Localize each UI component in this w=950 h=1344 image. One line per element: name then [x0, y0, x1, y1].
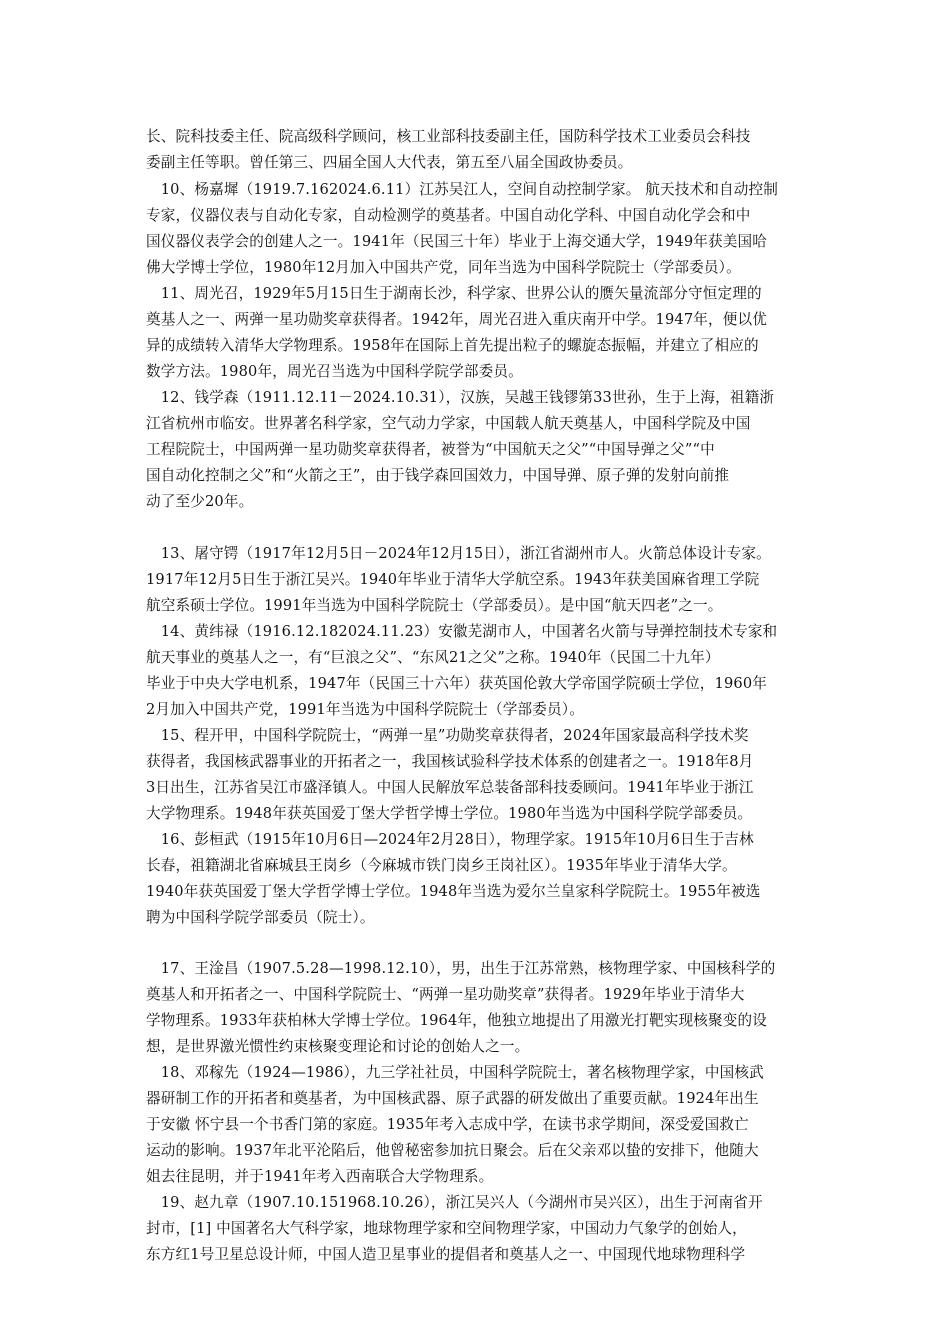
text-line: 18、邓稼先（1924—1986），九三学社社员，中国科学院院士，著名核物理学家，中国核武 — [146, 1064, 764, 1081]
text-line: 航天事业的奠基人之一，有“巨浪之父”、“东风21之父”之称。1940年（民国二十九年） — [146, 649, 720, 666]
text-line: 想，是世界激光惯性约束核聚变理论和讨论的创始人之一。 — [146, 1038, 530, 1055]
text-line: 1940年获英国爱丁堡大学哲学博士学位。1948年当选为爱尔兰皇家科学院院士。1955年被选 — [146, 883, 761, 900]
text-line: 学物理系。1933年获柏林大学博士学位。1964年，他独立地提出了用激光打靶实现核聚变的设 — [146, 1012, 768, 1029]
text-line: 长春，祖籍湖北省麻城县王岗乡（今麻城市铁门岗乡王岗社区）。1935年毕业于清华大学。 — [146, 857, 737, 874]
text-line: 数学方法。1980年，周光召当选为中国科学院学部委员。 — [146, 363, 523, 380]
text-line: 12、钱学森（1911.12.11－2024.10.31），汉族，吴越王钱镠第33世孙，生于上海，祖籍浙 — [146, 389, 775, 406]
text-line: 国自动化控制之父”和“火箭之王”，由于钱学森回国效力，中国导弹、原子弹的发射向前推 — [146, 467, 730, 484]
text-line: 3日出生，江苏省吴江市盛泽镇人。中国人民解放军总装备部科技委顾问。1941年毕业于浙江 — [146, 779, 754, 796]
text-line: 封市，[1] 中国著名大气科学家，地球物理学家和空间物理学家，中国动力气象学的创始人， — [146, 1220, 747, 1237]
text-line: 毕业于中央大学电机系，1947年（民国三十六年）获英国伦敦大学帝国学院硕士学位，1960年 — [146, 675, 768, 692]
text-line: 国仪器仪表学会的创建人之一。1941年（民国三十年）毕业于上海交通大学，1949年获美国哈 — [146, 233, 768, 250]
text-line: 15、程开甲，中国科学院院士，“两弹一星”功勋奖章获得者，2024年国家最高科学技术奖 — [146, 727, 749, 744]
text-line: 2月加入中国共产党，1991年当选为中国科学院院士（学部委员）。 — [146, 701, 584, 718]
text-line: 工程院院士，中国两弹一星功勋奖章获得者，被誉为“中国航天之父”“中国导弹之父”“中 — [146, 441, 715, 458]
text-line: 长、院科技委主任、院高级科学顾问，核工业部科技委副主任，国防科学技术工业委员会科技 — [146, 128, 751, 145]
text-line: 奠基人之一、两弹一星功勋奖章获得者。1942年，周光召进入重庆南开中学。1947年，便以优 — [146, 311, 768, 328]
text-line: 器研制工作的开拓者和奠基者，为中国核武器、原子武器的研发做出了重要贡献。1924年出生 — [146, 1090, 759, 1107]
text-line: 14、黄纬禄（1916.12.182024.11.23）安徽芜湖市人，中国著名火箭与导弹控制技术专家和 — [146, 623, 778, 640]
text-line: 于安徽 怀宁县一个书香门第的家庭。1935年考入志成中学，在读书求学期间，深受爱国救亡 — [146, 1116, 749, 1133]
text-line: 东方红1号卫星总设计师，中国人造卫星事业的提倡者和奠基人之一、中国现代地球物理科学 — [146, 1246, 746, 1263]
text-line: 专家，仪器仪表与自动化专家，自动检测学的奠基者。中国自动化学科、中国自动化学会和中 — [146, 207, 751, 224]
text-line: 佛大学博士学位，1980年12月加入中国共产党，同年当选为中国科学院院士（学部委员）。 — [146, 259, 741, 276]
text-line: 获得者，我国核武器事业的开拓者之一，我国核试验科学技术体系的创建者之一。1918年8月 — [146, 753, 754, 770]
text-line: 委副主任等职。曾任第三、四届全国人大代表，第五至八届全国政协委员。 — [146, 154, 633, 171]
text-line: 大学物理系。1948年获英国爱丁堡大学哲学博士学位。1980年当选为中国科学院学部委员。 — [146, 805, 753, 822]
text-line: 奠基人和开拓者之一、中国科学院院士、“两弹一星功勋奖章”获得者。1929年毕业于清华大 — [146, 986, 745, 1003]
text-line: 航空系硕士学位。1991年当选为中国科学院院士（学部委员）。是中国“航天四老”之一。 — [146, 597, 723, 614]
text-line: 16、彭桓武（1915年10月6日—2024年2月28日），物理学家。1915年10月6日生于吉林 — [146, 831, 754, 848]
text-line: 17、王淦昌（1907.5.28—1998.12.10），男，出生于江苏常熟，核物理学家、中国核科学的 — [146, 960, 776, 977]
text-line: 13、屠守锷（1917年12月5日－2024年12月15日），浙江省湖州市人。火箭总体设计专家。 — [146, 545, 771, 562]
text-line: 异的成绩转入清华大学物理系。1958年在国际上首先提出粒子的螺旋态振幅，并建立了相应的 — [146, 337, 759, 354]
text-line: 运动的影响。1937年北平沦陷后，他曾秘密参加抗日聚会。后在父亲邓以蛰的安排下，他随大 — [146, 1142, 759, 1159]
text-line: 江省杭州市临安。世界著名科学家，空气动力学家，中国载人航天奠基人，中国科学院及中国 — [146, 415, 751, 432]
text-line: 聘为中国科学院学部委员（院士）。 — [146, 909, 375, 926]
text-line: 姐去往昆明，并于1941年考入西南联合大学物理系。 — [146, 1168, 494, 1185]
text-line: 19、赵九章（1907.10.151968.10.26），浙江吴兴人（今湖州市吴兴区），出生于河南省开 — [146, 1194, 763, 1211]
text-line: 1917年12月5日生于浙江吴兴。1940年毕业于清华大学航空系。1943年获美国麻省理工学院 — [146, 571, 760, 588]
text-line: 11、周光召，1929年5月15日生于湖南长沙，科学家、世界公认的赝矢量流部分守恒定理的 — [146, 285, 762, 302]
text-line: 动了至少20年。 — [146, 493, 254, 510]
text-line: 10、杨嘉墀（1919.7.162024.6.11）江苏吴江人，空间自动控制学家。 航天技术和自动控制 — [146, 181, 778, 198]
